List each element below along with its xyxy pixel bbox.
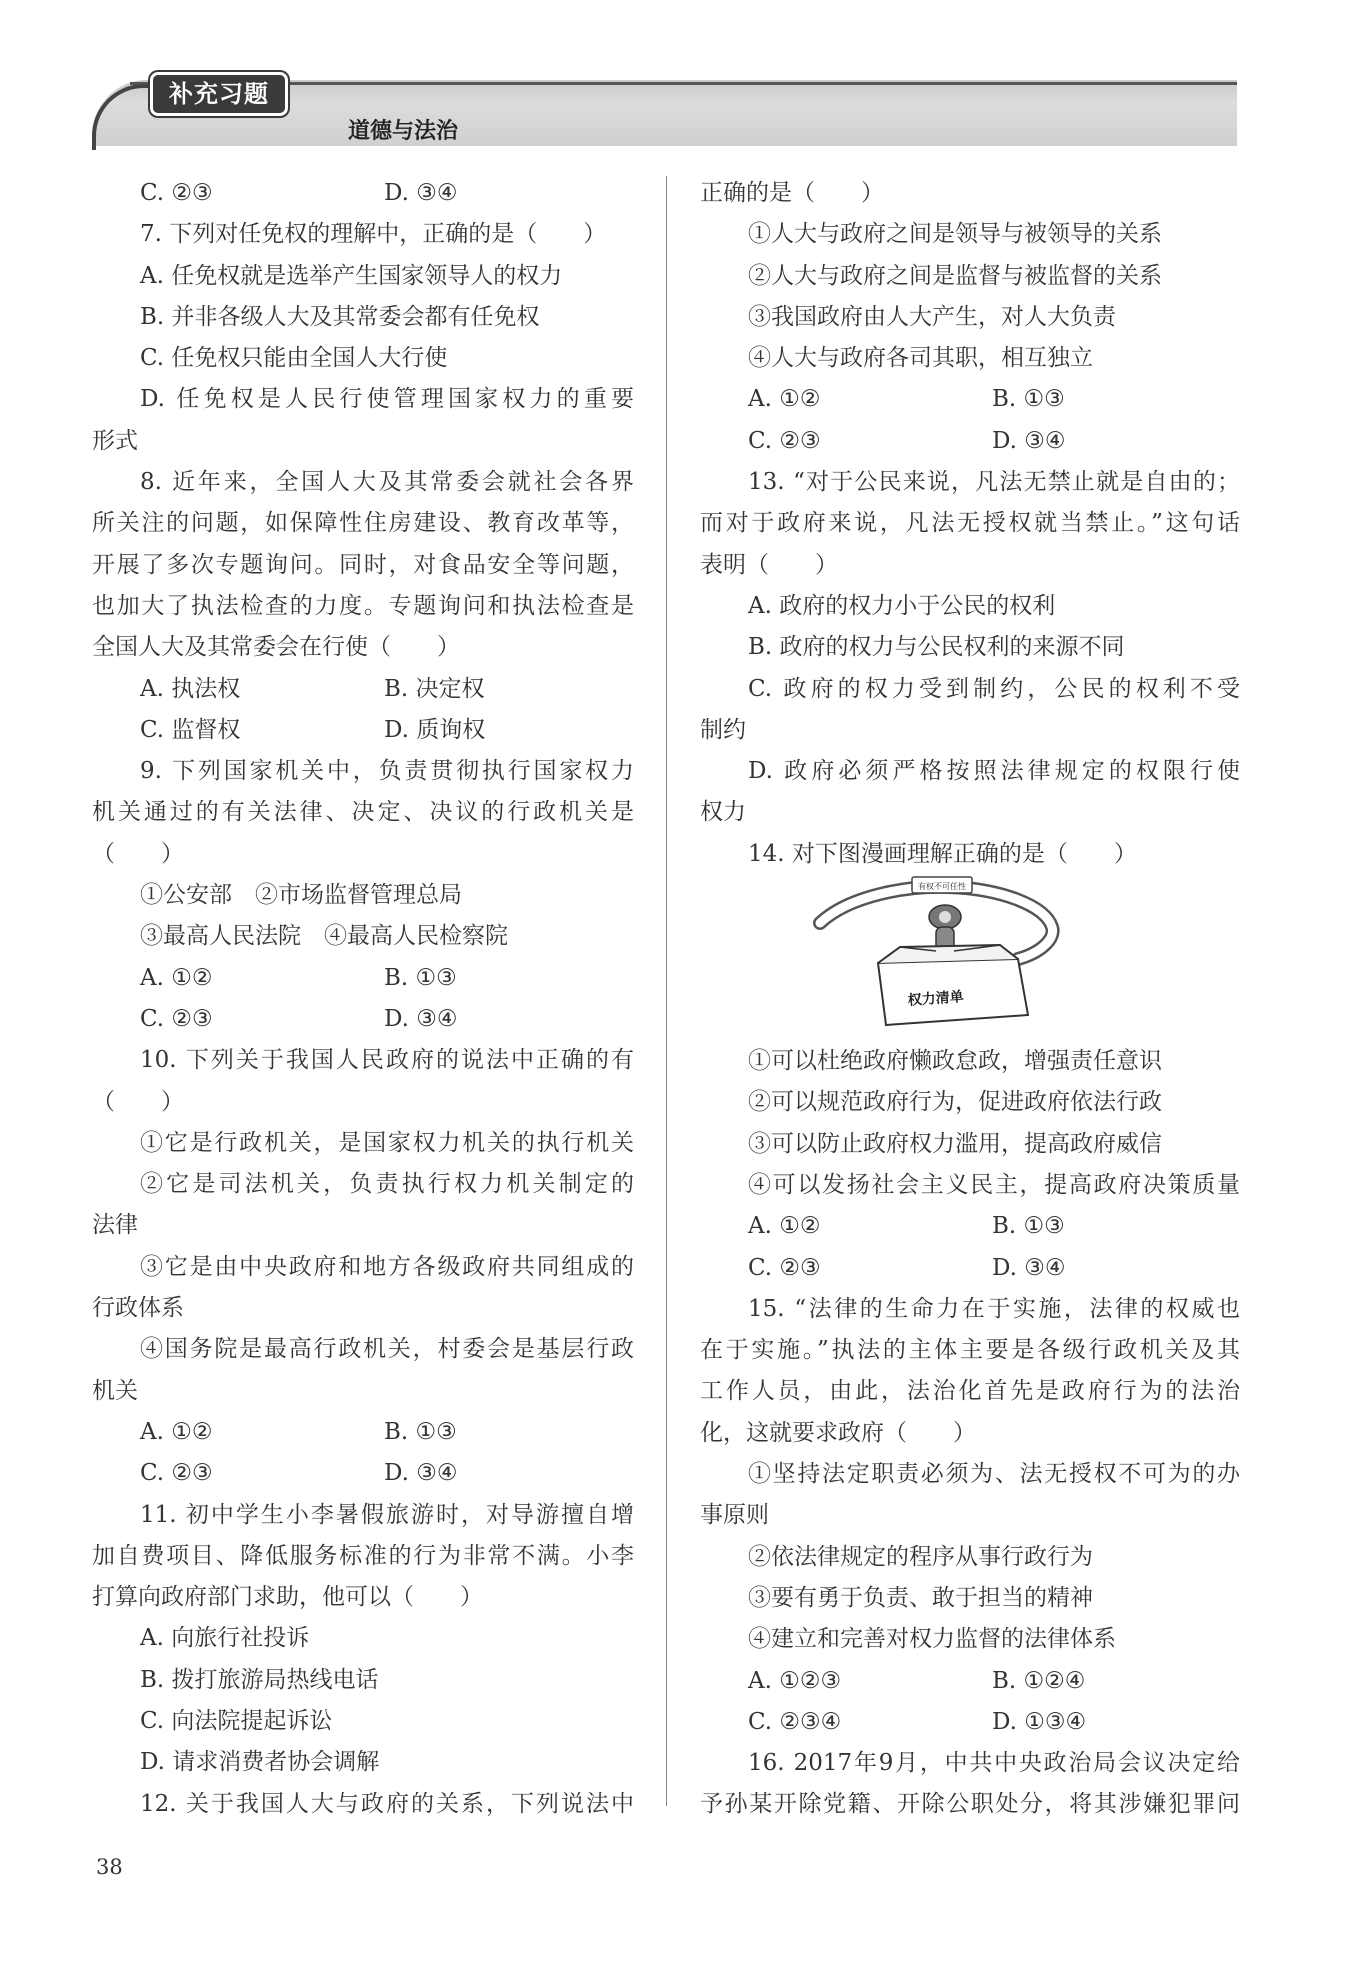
- option: A. ①②③: [748, 1667, 842, 1694]
- option: C. 监督权: [140, 716, 241, 743]
- question-14-stem: 14. 对下图漫画理解正确的是（ ）: [748, 840, 1137, 867]
- statement-line: ①公安部 ②市场监督管理总局: [140, 882, 462, 909]
- header-curve: [92, 84, 156, 150]
- subject-title: 道德与法治: [348, 119, 459, 144]
- text-line: 所关注的问题，如保障性住房建设、教育改革等，: [92, 510, 634, 537]
- text-line: 而对于政府来说，凡法无授权就当禁止。”这句话: [700, 510, 1240, 537]
- statement-line: ②人大与政府之间是监督与被监督的关系: [748, 262, 1162, 289]
- option-line: C. 任免权只能由全国人大行使: [140, 345, 448, 372]
- question-8-stem: 8. 近年来，全国人大及其常委会就社会各界: [140, 469, 634, 496]
- statement-line: ②它是司法机关，负责执行权力机关制定的: [140, 1171, 634, 1198]
- text-line: 行政体系: [92, 1295, 184, 1322]
- right-column: [700, 173, 1240, 1826]
- statement-line: ③可以防止政府权力滥用，提高政府威信: [748, 1130, 1162, 1157]
- option-line: A. 政府的权力小于公民的权利: [748, 592, 1056, 619]
- statement-line: ③它是由中央政府和地方各级政府共同组成的: [140, 1253, 634, 1280]
- text-line: 正确的是（ ）: [700, 180, 884, 206]
- text-line: 全国人大及其常委会在行使（ ）: [92, 634, 460, 661]
- option: B. ①③: [384, 1418, 457, 1445]
- text-line: 在于实施。”执法的主体主要是各级行政机关及其: [700, 1337, 1240, 1364]
- option: B. ①③: [992, 1213, 1065, 1240]
- option-line: D. 政府必须严格按照法律规定的权限行使: [748, 758, 1240, 785]
- text-line: 加自费项目、降低服务标准的行为非常不满。小李: [92, 1542, 634, 1569]
- option: C. ②③: [140, 180, 213, 206]
- option: C. ②③: [748, 1254, 821, 1281]
- text-line: 权力: [700, 799, 746, 826]
- option: B. 决定权: [384, 675, 485, 702]
- option: A. ①②: [748, 386, 821, 413]
- text-line: 形式: [92, 427, 138, 454]
- page-number: 38: [96, 1855, 123, 1879]
- box-label: 权力清单: [907, 989, 965, 1009]
- question-16-stem: 16. 2017年9月，中共中央政治局会议决定给: [748, 1750, 1240, 1777]
- question-13-stem: 13. “对于公民来说，凡法无禁止就是自由的；: [748, 469, 1240, 496]
- text-line: 表明（ ）: [700, 551, 838, 578]
- statement-line: ①坚持法定职责必须为、法无授权不可为的办: [748, 1461, 1240, 1488]
- cartoon-figure: [700, 875, 1240, 1041]
- option-line: D. 任免权是人民行使管理国家权力的重要: [140, 386, 634, 413]
- options-row: [92, 1453, 634, 1494]
- option: D. ③④: [384, 1460, 458, 1487]
- statement-line: ④人大与政府各司其职，相互独立: [748, 345, 1093, 372]
- statement-line: ②可以规范政府行为，促进政府依法行政: [748, 1089, 1162, 1116]
- statement-line: ③最高人民法院 ④最高人民检察院: [140, 923, 508, 950]
- text-line: 机关: [92, 1377, 138, 1404]
- text-line: 制约: [700, 716, 746, 743]
- option: D. ③④: [992, 1254, 1066, 1281]
- options-row: [92, 999, 634, 1040]
- power-figure-face: [939, 911, 951, 923]
- option: A. ①②: [140, 1418, 213, 1445]
- text-line: 化，这就要求政府（ ）: [700, 1419, 976, 1446]
- option: D. ③④: [384, 1005, 458, 1032]
- question-15-stem: 15. “法律的生命力在于实施，法律的权威也: [748, 1295, 1240, 1322]
- option-line: D. 请求消费者协会调解: [140, 1749, 380, 1776]
- option: C. ②③: [748, 427, 821, 454]
- option: C. ②③: [140, 1005, 213, 1032]
- option: C. ②③: [140, 1460, 213, 1487]
- text-line: （ ）: [92, 1088, 184, 1115]
- question-11-stem: 11. 初中学生小李暑假旅游时，对导游擅自增: [140, 1501, 634, 1528]
- options-row: [700, 1248, 1240, 1289]
- options-row: [92, 958, 634, 999]
- power-list-cartoon: [700, 875, 1240, 1041]
- statement-line: ①它是行政机关，是国家权力机关的执行机关: [140, 1129, 634, 1156]
- options-row: [92, 1412, 634, 1453]
- text-line: 机关通过的有关法律、决定、决议的行政机关是: [92, 799, 634, 826]
- text-line: 工作人员，由此，法治化首先是政府行为的法治: [700, 1378, 1240, 1405]
- option-line: C. 政府的权力受到制约，公民的权利不受: [748, 675, 1240, 702]
- text-line: 法律: [92, 1212, 138, 1239]
- question-7-stem: 7. 下列对任免权的理解中，正确的是（ ）: [140, 221, 607, 248]
- options-row: [92, 669, 634, 710]
- question-9-stem: 9. 下列国家机关中，负责贯彻执行国家权力: [140, 758, 634, 785]
- question-10-stem: 10. 下列关于我国人民政府的说法中正确的有: [140, 1047, 634, 1074]
- sign-text: 有权不可任性: [918, 882, 966, 892]
- option: A. ①②: [140, 964, 213, 991]
- statement-line: ④可以发扬社会主义民主，提高政府决策质量: [748, 1171, 1240, 1198]
- statement-line: ②依法律规定的程序从事行政行为: [748, 1543, 1093, 1570]
- options-row: [700, 379, 1240, 420]
- option: A. 执法权: [140, 675, 241, 702]
- option: D. 质询权: [384, 716, 486, 743]
- option-line: B. 拨打旅游局热线电话: [140, 1666, 379, 1693]
- options-row: [700, 1206, 1240, 1247]
- question-12-stem: 12. 关于我国人大与政府的关系，下列说法中: [140, 1790, 634, 1817]
- option-line: B. 并非各级人大及其常委会都有任免权: [140, 303, 540, 330]
- text-line: 也加大了执法检查的力度。专题询问和执法检查是: [92, 592, 634, 619]
- statement-line: ③我国政府由人大产生，对人大负责: [748, 303, 1116, 330]
- option: B. ①②④: [992, 1667, 1086, 1694]
- option-line: B. 政府的权力与公民权利的来源不同: [748, 634, 1125, 661]
- option-line: C. 向法院提起诉讼: [140, 1707, 333, 1734]
- options-row: [92, 173, 634, 214]
- header-rule: [130, 82, 1237, 85]
- statement-line: ③要有勇于负责、敢于担当的精神: [748, 1584, 1093, 1611]
- option: A. ①②: [748, 1213, 821, 1240]
- option: D. ③④: [992, 427, 1066, 454]
- section-badge: 补充习题: [150, 72, 288, 116]
- options-row: [700, 1661, 1240, 1702]
- text-line: 事原则: [700, 1502, 769, 1529]
- options-row: [700, 1702, 1240, 1743]
- text-line: 开展了多次专题询问。同时，对食品安全等问题，: [92, 551, 634, 578]
- option: B. ①③: [992, 386, 1065, 413]
- statement-line: ①人大与政府之间是领导与被领导的关系: [748, 221, 1162, 248]
- options-row: [92, 710, 634, 751]
- column-divider: [666, 176, 667, 1806]
- option-line: A. 向旅行社投诉: [140, 1625, 310, 1652]
- statement-line: ④建立和完善对权力监督的法律体系: [748, 1626, 1116, 1653]
- option: D. ③④: [384, 180, 458, 206]
- options-row: [700, 421, 1240, 462]
- option-line: A. 任免权就是选举产生国家领导人的权力: [140, 262, 563, 289]
- statement-line: ④国务院是最高行政机关，村委会是基层行政: [140, 1336, 634, 1363]
- option: D. ①③④: [992, 1708, 1087, 1735]
- text-line: （ ）: [92, 840, 184, 867]
- option: C. ②③④: [748, 1708, 842, 1735]
- text-line: 予孙某开除党籍、开除公职处分，将其涉嫌犯罪问: [700, 1791, 1240, 1818]
- statement-line: ①可以杜绝政府懒政怠政，增强责任意识: [748, 1048, 1162, 1075]
- text-line: 打算向政府部门求助，他可以（ ）: [92, 1584, 483, 1611]
- left-column: [92, 173, 634, 1825]
- option: B. ①③: [384, 964, 457, 991]
